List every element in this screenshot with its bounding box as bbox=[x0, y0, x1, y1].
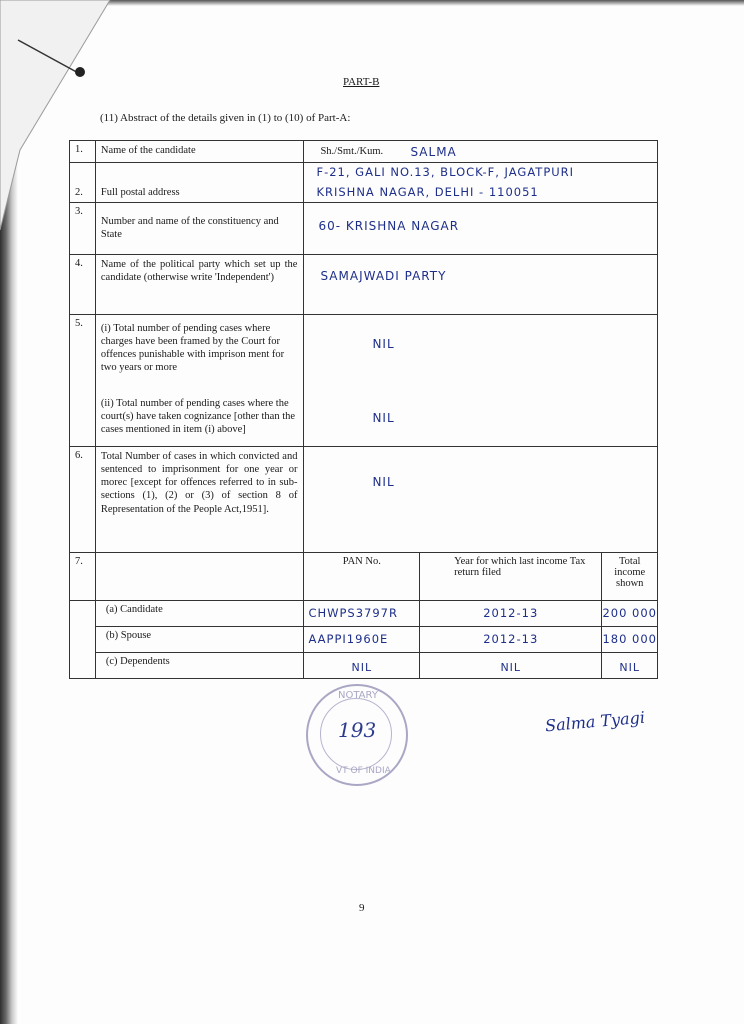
row-value bbox=[304, 255, 658, 315]
table-row bbox=[70, 553, 658, 601]
constituency-value: 60- KRISHNA NAGAR bbox=[318, 219, 460, 233]
pan-value: AAPPI1960E bbox=[304, 627, 420, 653]
income-row-label: (b) Spouse bbox=[95, 627, 304, 653]
abstract-heading: (11) Abstract of the details given in (1) to (10) of Part-A: bbox=[100, 112, 351, 124]
row-value bbox=[304, 141, 658, 163]
row-number: 1. bbox=[70, 141, 96, 163]
table-row bbox=[70, 627, 658, 653]
table-row bbox=[70, 163, 658, 203]
row-value bbox=[304, 203, 658, 255]
page-title: PART-B bbox=[343, 76, 380, 88]
row-number: 2. bbox=[70, 163, 96, 203]
address-line-1: F-21, GALI NO.13, BLOCK-F, JAGATPURI bbox=[316, 165, 575, 179]
table-row bbox=[70, 315, 658, 447]
address-line-2: KRISHNA NAGAR, DELHI - 110051 bbox=[316, 185, 539, 199]
pan-value: CHWPS3797R bbox=[304, 601, 420, 627]
stamp-number: 193 bbox=[338, 718, 377, 742]
pending-cases-ii-label: (ii) Total number of pending cases where the court(s) have taken cognizance [other than the cases mentioned in item (i) above] bbox=[100, 397, 296, 435]
total-income-header: Total income shown bbox=[602, 553, 658, 601]
name-prefix: Sh./Smt./Kum. bbox=[320, 146, 384, 157]
pending-cases-ii-value: NIL bbox=[372, 411, 395, 425]
income-row-label: (a) Candidate bbox=[95, 601, 304, 627]
row-label: Full postal address bbox=[95, 163, 304, 203]
pan-header: PAN No. bbox=[304, 553, 420, 601]
row-value bbox=[304, 447, 658, 553]
table-row bbox=[70, 141, 658, 163]
row-number: 7. bbox=[70, 553, 96, 601]
year-value: 2012-13 bbox=[420, 601, 602, 627]
income-blank-header bbox=[95, 553, 304, 601]
table-row bbox=[70, 255, 658, 315]
row-number: 5. bbox=[70, 315, 96, 447]
notary-stamp bbox=[306, 684, 408, 786]
pending-cases-i-label: (i) Total number of pending cases where charges have been framed by the Court for offences punishable with imprison ment for two years or more bbox=[100, 323, 285, 374]
total-income-value: 180 000 bbox=[602, 627, 658, 653]
total-income-value: NIL bbox=[602, 653, 658, 679]
row-value bbox=[304, 315, 658, 447]
row-label: Total Number of cases in which convicted and sentenced to imprisonment for one year or morec [except for offences referred to in sub-sections (1), (2) or (3) of section 8 of Representation of the People Act,1951]. bbox=[95, 447, 304, 553]
row-label: Number and name of the constituency and State bbox=[95, 203, 304, 255]
row-number: 4. bbox=[70, 255, 96, 315]
table-row bbox=[70, 203, 658, 255]
pending-cases-i-value: NIL bbox=[372, 337, 395, 351]
year-value: 2012-13 bbox=[420, 627, 602, 653]
signature: Salma Tyagi bbox=[544, 707, 646, 736]
total-income-value: 200 000 bbox=[602, 601, 658, 627]
stamp-top-text: NOTARY bbox=[338, 690, 378, 701]
table-row bbox=[70, 601, 658, 627]
row-label: Name of the political party which set up the candidate (otherwise write 'Independent') bbox=[95, 255, 304, 315]
row-label bbox=[95, 315, 304, 447]
row-value bbox=[304, 163, 658, 203]
pan-value: NIL bbox=[304, 653, 420, 679]
year-value: NIL bbox=[420, 653, 602, 679]
candidate-name: SALMA bbox=[410, 145, 457, 159]
income-row-label: (c) Dependents bbox=[95, 653, 304, 679]
row-number: 3. bbox=[70, 203, 96, 255]
table-row bbox=[70, 653, 658, 679]
year-header: Year for which last income Tax return filed bbox=[420, 553, 602, 601]
party-value: SAMAJWADI PARTY bbox=[320, 269, 447, 283]
abstract-table bbox=[69, 140, 658, 679]
stamp-bottom-text: VT OF INDIA bbox=[336, 766, 391, 776]
row-label: Name of the candidate bbox=[95, 141, 304, 163]
row-number: 6. bbox=[70, 447, 96, 553]
page-number: 9 bbox=[359, 902, 365, 914]
table-row bbox=[70, 447, 658, 553]
convictions-value: NIL bbox=[372, 475, 395, 489]
